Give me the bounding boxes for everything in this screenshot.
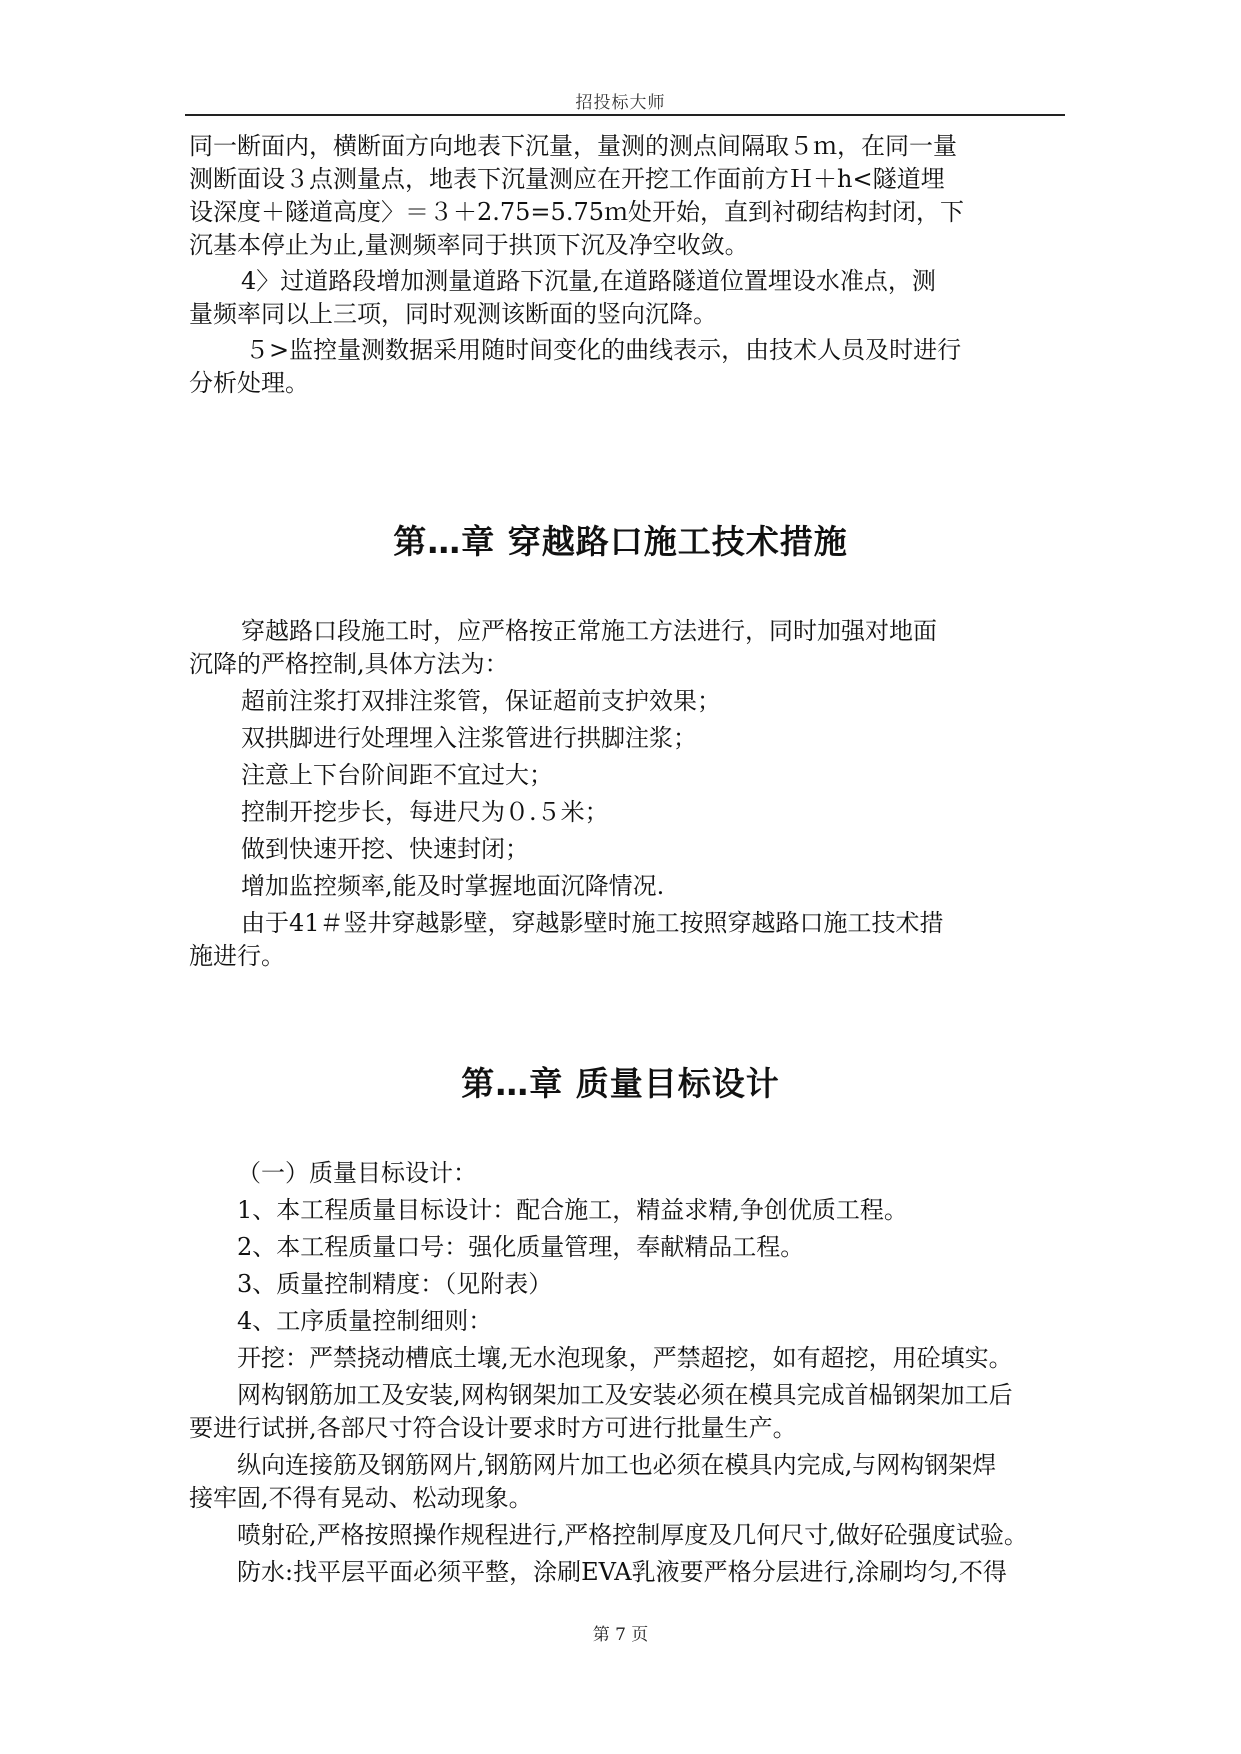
- section-heading: （一）质量目标设计：: [237, 1159, 477, 1187]
- text-line: 网构钢筋加工及安装,网构钢架加工及安装必须在模具完成首榀钢架加工后: [237, 1381, 1013, 1409]
- text-line: 测断面设３点测量点，地表下沉量测应在开挖工作面前方Ｈ＋h<隧道埋: [189, 165, 945, 193]
- text-line: 由于41＃竖井穿越影壁，穿越影壁时施工按照穿越路口施工技术措: [241, 909, 944, 937]
- text-line: 接牢固,不得有晃动、松动现象。: [189, 1484, 533, 1512]
- paragraph-block-quality: [189, 1157, 1057, 1589]
- text-line: 4〉过道路段增加测量道路下沉量,在道路隧道位置埋设水准点，测: [241, 267, 936, 295]
- list-item: 注意上下台阶间距不宜过大；: [241, 761, 553, 789]
- text-line: 量频率同以上三项，同时观测该断面的竖向沉降。: [189, 300, 717, 328]
- page-number: 第 7 页: [592, 1625, 649, 1645]
- list-item: 控制开挖步长，每进尺为０.５米；: [241, 798, 609, 826]
- text-line: 分析处理。: [189, 369, 309, 397]
- list-item: 1、本工程质量目标设计：配合施工，精益求精,争创优质工程。: [237, 1196, 908, 1224]
- text-line: 喷射砼,严格按照操作规程进行,严格控制厚度及几何尺寸,做好砼强度试验。: [237, 1521, 1028, 1549]
- text-line: 沉基本停止为止,量测频率同于拱顶下沉及净空收敛。: [189, 231, 749, 259]
- text-line: 防水:找平层平面必须平整，涂刷EVA乳液要严格分层进行,涂刷均匀,不得: [237, 1558, 1007, 1586]
- list-item: 做到快速开挖、快速封闭；: [241, 835, 529, 863]
- list-item: 4、工序质量控制细则：: [237, 1307, 493, 1335]
- list-item: 超前注浆打双排注浆管，保证超前支护效果；: [241, 687, 721, 715]
- chapter-title-quality: 第…章 质量目标设计: [461, 1064, 780, 1103]
- text-line: 纵向连接筋及钢筋网片,钢筋网片加工也必须在模具内完成,与网构钢架焊: [237, 1451, 997, 1479]
- list-item: 增加监控频率,能及时掌握地面沉降情况.: [241, 872, 665, 900]
- list-item: 3、质量控制精度：（见附表）: [237, 1270, 553, 1298]
- text-line: 穿越路口段施工时，应严格按正常施工方法进行，同时加强对地面: [241, 617, 937, 645]
- text-line: 要进行试拼,各部尺寸符合设计要求时方可进行批量生产。: [189, 1414, 797, 1442]
- text-line: 同一断面内，横断面方向地表下沉量，量测的测点间隔取５ｍ，在同一量: [189, 132, 957, 160]
- page-header-title: 招投标大师: [575, 93, 666, 113]
- paragraph-block-crossing: [189, 615, 1057, 973]
- text-line: ５>监控量测数据采用随时间变化的曲线表示，由技术人员及时进行: [245, 336, 962, 364]
- text-line: 开挖：严禁挠动槽底土壤,无水泡现象，严禁超挖，如有超挖，用砼填实。: [237, 1344, 1013, 1372]
- text-line: 设深度＋隧道高度〉＝３＋2.75=5.75ｍ处开始，直到衬砌结构封闭，下: [189, 198, 964, 226]
- list-item: 双拱脚进行处理埋入注浆管进行拱脚注浆；: [241, 724, 697, 752]
- list-item: 2、本工程质量口号：强化质量管理，奉献精品工程。: [237, 1233, 805, 1261]
- paragraph-block-monitoring: [189, 130, 1057, 400]
- text-line: 施进行。: [189, 942, 285, 970]
- header-divider: [185, 114, 1065, 116]
- chapter-title-crossing: 第…章 穿越路口施工技术措施: [393, 522, 848, 561]
- text-line: 沉降的严格控制,具体方法为：: [189, 650, 509, 678]
